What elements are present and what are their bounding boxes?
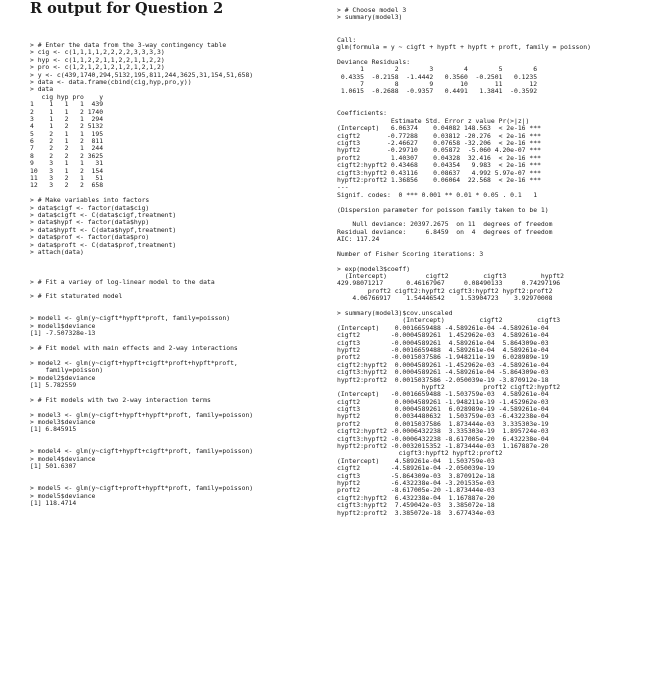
right-console-line: Null deviance: 20397.2675 on 11 degrees of freedom	[337, 220, 553, 229]
right-console-line: > summary(model3)	[337, 13, 403, 22]
left-console-line: > # Make variables into factors	[30, 196, 150, 205]
left-console-line: > model2$deviance	[30, 373, 96, 382]
right-console-line: cigft2 -0.0004589261 1.452962e-03 4.589261e-04	[337, 331, 549, 340]
left-console-output	[30, 42, 330, 508]
left-console-line: [1] 5.782559	[30, 380, 77, 389]
right-console-line: hypft2 -6.432238e-04 -3.201535e-03	[337, 479, 495, 487]
right-console-line: Signif. codes: 0 *** 0.001 ** 0.01 * 0.05 . 0.1 1	[337, 190, 538, 199]
right-console-line: > # Choose model 3	[337, 6, 407, 14]
left-console-line: 5 2 1 1 195	[30, 129, 104, 138]
left-console-line	[30, 471, 330, 478]
right-console-line: ---	[337, 183, 349, 192]
right-console-line: > summary(model3)$cov.unscaled	[337, 309, 453, 318]
page-title: R output for Question 2	[30, 0, 224, 17]
right-console-line: Coefficients:	[337, 109, 388, 118]
right-console-line: (Intercept) 4.589261e-04 1.503759e-03	[337, 456, 495, 465]
left-console-line: > model4 <- glm(y~cigft+hypft+cigft*proft, family=poisson)	[30, 447, 254, 456]
left-console-line: > data$hypft <- C(data$hypf,treatment)	[30, 225, 177, 234]
left-console-line: > data	[30, 85, 54, 94]
right-console-line: 0.4335 -0.2158 -1.4442 0.3560 -0.2501 0.1235	[337, 72, 538, 81]
right-console-line: 4.06766917 1.54446542 1.53904723 3.92970008	[337, 294, 553, 303]
right-console-line: cigft2 -0.77288 0.03812 -20.276 < 2e-16 ***	[337, 131, 541, 140]
left-console-line: [1] -7.507328e-13	[30, 329, 96, 338]
left-console-line: 12 3 2 2 658	[30, 181, 104, 190]
right-console-line: (Intercept) 0.0016659488 -4.589261e-04 -4.589261e-04	[337, 323, 549, 332]
right-console-line: cigft2 -4.589261e-04 -2.050039e-19	[337, 464, 495, 473]
right-console-line: cigft2:hypft2 -0.0006432238 3.335303e-19 1.895724e-03	[337, 427, 549, 436]
right-console-line: hypft2:proft2 3.385072e-18 3.677434e-03	[337, 508, 495, 517]
right-console-line	[337, 96, 642, 103]
right-console-line	[337, 22, 642, 29]
left-console-line: [1] 118.4714	[30, 499, 77, 508]
right-console-line: (Intercept) cigft2 cigft3	[337, 316, 561, 325]
right-console-line: 429.98071217 0.46167967 0.08490133 0.74297196	[337, 279, 561, 288]
right-console-line: Estimate Std. Error z value Pr(>|z|)	[337, 116, 530, 125]
right-console-line: cigft3 0.0004589261 6.028989e-19 -4.589261e-04	[337, 405, 549, 414]
left-console-line: family=poisson)	[30, 366, 104, 375]
right-console-line: 7 8 9 10 11 12	[337, 79, 538, 88]
right-console-line: cigft2:hypft2 6.432238e-04 1.167887e-20	[337, 493, 495, 502]
right-console-line: glm(formula = y ~ cigft + hypft + hypft + proft, family = poisson)	[337, 42, 591, 51]
right-console-line: Deviance Residuals:	[337, 57, 411, 66]
right-console-output	[337, 7, 642, 517]
left-console-line: 6 2 1 2 811	[30, 137, 104, 146]
right-console-line: AIC: 117.24	[337, 235, 380, 244]
left-console-line: > model3 <- glm(y~cigft+hypft+hypft*proft, family=poisson)	[30, 410, 254, 419]
right-console-line: Number of Fisher Scoring iterations: 3	[337, 249, 484, 258]
left-console-line: > data <- data.frame(cbind(cig,hyp,pro,y))	[30, 77, 192, 86]
right-console-line: cigft3:hypft2 hypft2:proft2	[337, 449, 503, 458]
left-console-line: > data$cigft <- C(data$cigf,treatment)	[30, 210, 177, 219]
right-console-line: (Dispersion parameter for poisson family taken to be 1)	[337, 205, 549, 214]
right-console-line: cigft3:hypft2 0.43116 0.08637 4.992 5.97e-07 ***	[337, 168, 541, 177]
left-console-line	[30, 256, 330, 263]
left-console-line: 8 2 2 2 3625	[30, 151, 104, 160]
right-console-line	[337, 29, 642, 36]
right-console-line: cigft2:hypft2 0.0004589261 -1.452962e-03 -4.589261e-04	[337, 360, 549, 369]
right-console-line: hypft2 0.0034480632 1.503759e-03 -6.432238e-04	[337, 412, 549, 421]
left-console-line: 7 2 2 1 244	[30, 144, 104, 153]
left-console-line	[30, 301, 330, 308]
right-console-line: 1.0615 -0.2688 -0.9357 0.4491 1.3841 -0.3592	[337, 87, 538, 96]
right-console-line: cigft3 -2.46627 0.07658 -32.206 < 2e-16 ***	[337, 139, 541, 148]
right-console-line: hypft2 -0.29710 0.05872 -5.060 4.20e-07 ***	[337, 146, 541, 155]
left-console-line: 4 1 2 2 5132	[30, 122, 104, 131]
left-console-line: cig hyp pro y	[30, 92, 104, 101]
left-console-line: > attach(data)	[30, 247, 84, 256]
left-console-line: > data$prof <- factor(data$pro)	[30, 233, 150, 242]
left-console-line	[30, 264, 330, 271]
right-console-line: cigft3:hypft2 7.459042e-03 3.385072e-18	[337, 501, 495, 510]
left-console-line: > model1 <- glm(y~cigft*hypft*proft, family=poisson)	[30, 314, 231, 323]
right-console-line: proft2 cigft2:hypft2 cigft3:hypft2 hypft2:proft2	[337, 286, 553, 295]
right-console-line: hypft2:proft2 0.0015037586 -2.050039e-19 -3.870912e-18	[337, 375, 549, 384]
left-console-line: > # Fit models with two 2-way interaction terms	[30, 395, 211, 404]
left-console-line: > # Fit staturated model	[30, 292, 123, 301]
left-console-line: > model1$deviance	[30, 321, 96, 330]
right-console-line: proft2 -8.617005e-20 -1.873444e-03	[337, 486, 495, 495]
left-console-line: > model5$deviance	[30, 491, 96, 500]
left-console-line: 11 3 2 1 51	[30, 174, 104, 183]
right-console-line: hypft2 proft2 cigft2:hypft2	[337, 382, 561, 391]
left-console-line: > pro <- c(1,2,1,2,1,2,1,2,1,2,1,2)	[30, 63, 165, 72]
right-console-line: cigft3 -5.864309e-03 3.870912e-18	[337, 471, 495, 480]
right-console-line: (Intercept) -0.0016659488 -1.503759e-03 4.589261e-04	[337, 390, 549, 399]
left-console-line	[30, 434, 330, 441]
right-console-line: > exp(model3$coeff)	[337, 264, 411, 273]
left-console-line: > # Fit model with main effects and 2-way interactions	[30, 344, 238, 353]
left-console-line: > model3$deviance	[30, 417, 96, 426]
right-console-line: cigft3 -0.0004589261 4.589261e-04 5.864309e-03	[337, 338, 549, 347]
left-console-line: > hyp <- c(1,1,2,2,1,1,2,2,1,1,2,2)	[30, 55, 165, 64]
right-console-line: cigft2 0.0004589261 -1.948211e-19 -1.452962e-03	[337, 397, 549, 406]
left-console-line: > data$cigf <- factor(data$cig)	[30, 203, 150, 212]
right-console-line: hypft2:proft2 -0.0032015352 -1.873444e-03 1.167887e-20	[337, 442, 549, 451]
left-console-line: > # Enter the data from the 3-way contingency table	[30, 41, 227, 49]
left-console-line: 9 3 1 1 31	[30, 159, 104, 168]
right-console-line: Residual deviance: 6.8459 on 4 degrees of freedom	[337, 227, 553, 236]
right-console-line: (Intercept) cigft2 cigft3 hypft2	[337, 272, 565, 281]
right-console-line: 1 2 3 4 5 6	[337, 65, 538, 74]
left-console-line: > model4$deviance	[30, 454, 96, 463]
right-console-line: proft2 0.0015037586 1.873444e-03 3.335303e-19	[337, 419, 549, 428]
right-console-line: hypft2:proft2 1.36856 0.06064 22.568 < 2e-16 ***	[337, 175, 541, 184]
left-console-line: 1 1 1 1 439	[30, 100, 104, 109]
left-console-line: 10 3 1 2 154	[30, 166, 104, 175]
left-console-line: 2 1 1 2 1740	[30, 107, 104, 116]
left-console-line: [1] 501.6307	[30, 462, 77, 471]
left-console-line: > model2 <- glm(y~cigft+hypft+cigft*proft+hypft*proft,	[30, 358, 238, 367]
right-console-line: cigft3:hypft2 0.0004589261 -4.589261e-04 -5.864309e-03	[337, 368, 549, 377]
left-console-line: > cig <- c(1,1,1,1,2,2,2,2,3,3,3,3)	[30, 48, 165, 57]
right-console-line: cigft2:hypft2 0.43468 0.04354 9.983 < 2e-16 ***	[337, 161, 541, 170]
left-console-line: [1] 6.845915	[30, 425, 77, 434]
left-console-line: 3 1 2 1 294	[30, 114, 104, 123]
right-console-line: proft2 1.40307 0.04328 32.416 < 2e-16 ***	[337, 153, 541, 162]
left-console-line: > # Fit a variey of log-linear model to the data	[30, 277, 215, 286]
right-console-line: Call:	[337, 35, 357, 44]
left-console-line: > data$proft <- C(data$prof,treatment)	[30, 240, 177, 249]
left-console-line: > model5 <- glm(y~cigft+proft+hypft*proft, family=poisson)	[30, 484, 254, 493]
left-console-line: > data$hypf <- factor(data$hyp)	[30, 218, 150, 227]
left-console-line: > y <- c(439,1740,294,5132,195,811,244,3625,31,154,51,658)	[30, 70, 254, 79]
right-console-line: (Intercept) 6.06374 0.04082 148.563 < 2e-16 ***	[337, 124, 541, 133]
right-console-line: hypft2 -0.0016659488 4.589261e-04 4.589261e-04	[337, 345, 549, 354]
right-console-line: proft2 -0.0015037586 -1.948211e-19 6.028989e-19	[337, 353, 549, 362]
right-console-line: cigft3:hypft2 -0.0006432238 -8.617005e-20 6.432238e-04	[337, 434, 549, 443]
